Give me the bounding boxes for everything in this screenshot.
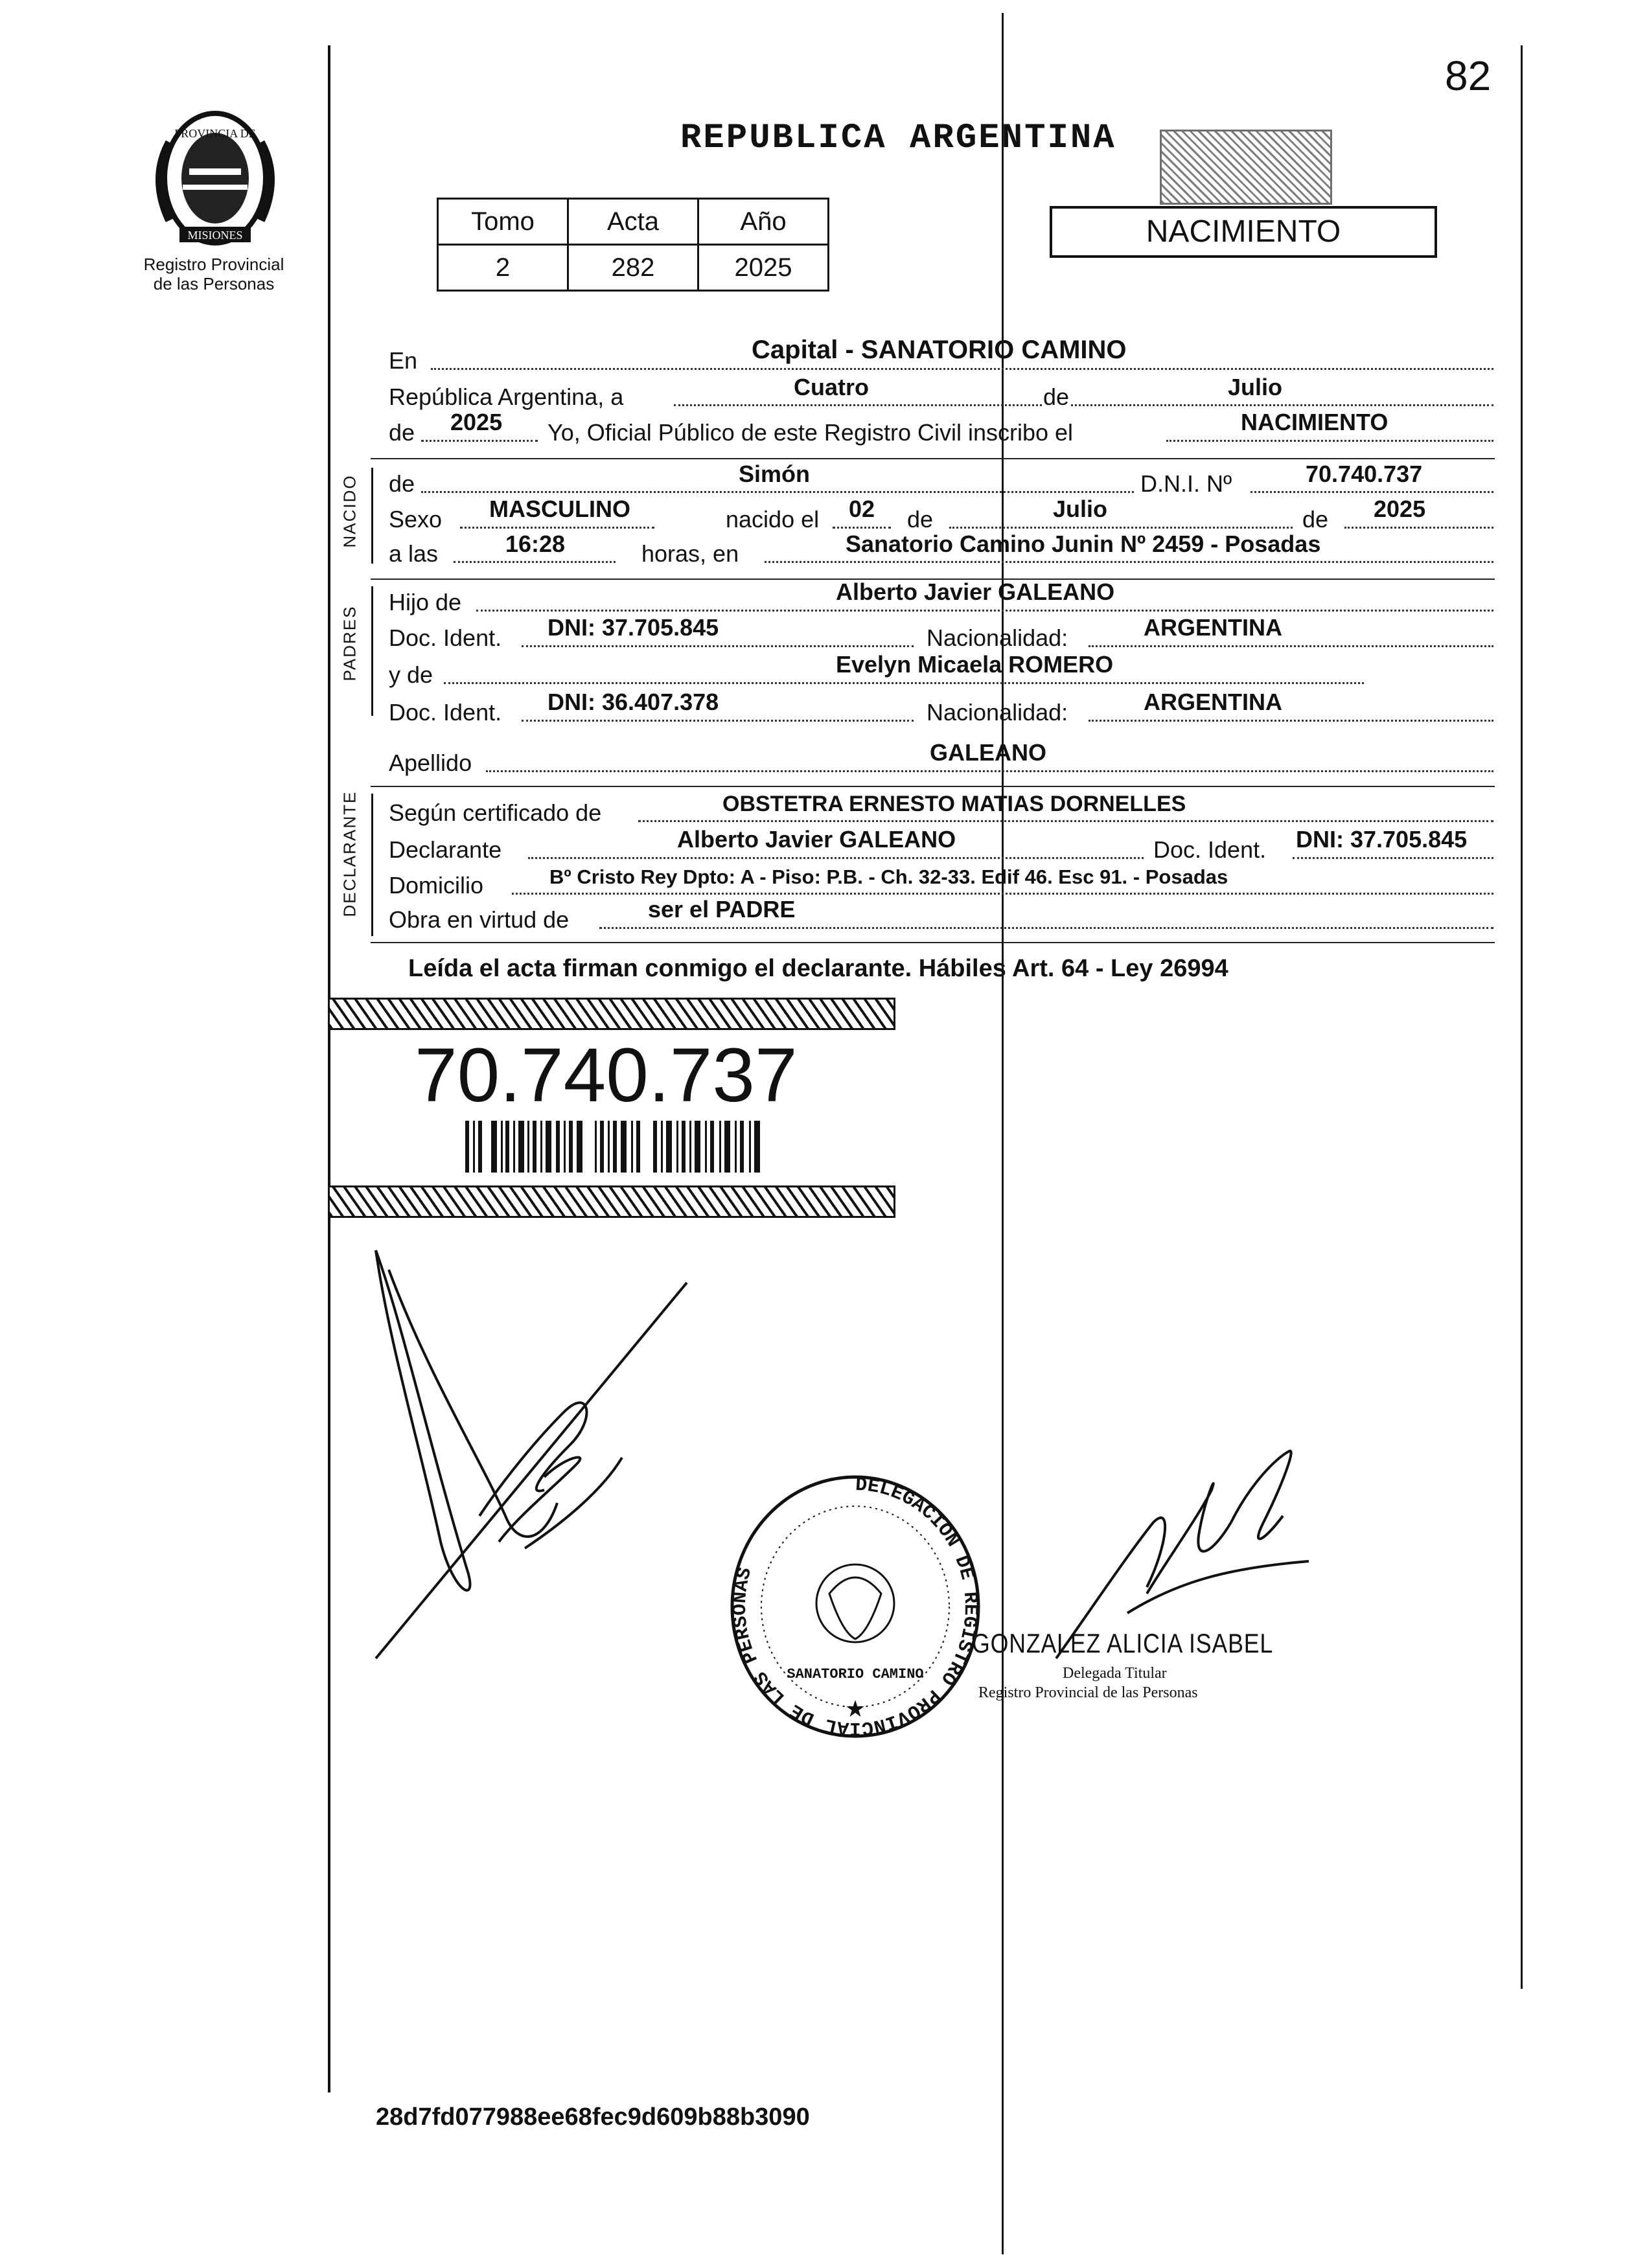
table-value-acta: 282 (568, 245, 698, 291)
nacionalidad-label: Nacionalidad: (927, 624, 1068, 651)
yde-label: y de (389, 661, 433, 688)
seal-text-top: PROVINCIA DE (174, 127, 256, 140)
dots (1089, 645, 1493, 647)
mother-nationality-value: ARGENTINA (1144, 689, 1282, 715)
de-label-2: de (389, 419, 415, 446)
sexo-label: Sexo (389, 506, 443, 533)
hijo-label: Hijo de (389, 589, 462, 615)
dots (476, 610, 1493, 612)
section-bar (371, 586, 373, 716)
province-seal-logo (144, 104, 286, 253)
decl-doc-label: Doc. Ident. (1153, 836, 1267, 863)
horas-label: horas, en (641, 540, 739, 567)
dots (765, 561, 1493, 563)
dots (599, 927, 1493, 929)
dots (421, 440, 538, 442)
table-header-tomo: Tomo (438, 199, 568, 245)
officer-name: GONZALEZ ALICIA ISABEL (972, 1628, 1274, 1658)
time-value: 16:28 (505, 531, 566, 557)
section-label-padres: PADRES (340, 605, 360, 682)
section-label-nacido: NACIDO (340, 474, 360, 548)
doc-label-2: Doc. Ident. (389, 699, 502, 726)
officer-title: Delegada Titular (1063, 1665, 1167, 1682)
sexo-value: MASCULINO (489, 496, 630, 522)
declarante-label: Declarante (389, 836, 502, 863)
dots (444, 682, 1364, 684)
de-label-4: de (1302, 506, 1329, 533)
barcode (465, 1121, 763, 1173)
dots (522, 645, 914, 647)
en-label: En (389, 347, 418, 374)
closing-statement: Leída el acta firman conmigo el declarante. Hábiles Art. 64 - Ley 26994 (408, 955, 1228, 982)
dots (638, 820, 1493, 822)
dots (1250, 491, 1493, 493)
divider (371, 942, 1495, 943)
dots (460, 527, 654, 529)
nacionalidad-label-2: Nacionalidad: (927, 699, 1068, 726)
doc-label: Doc. Ident. (389, 624, 502, 651)
dots (528, 857, 1144, 859)
dots (949, 527, 1293, 529)
right-margin-line (1521, 45, 1523, 1989)
security-band-bottom (328, 1186, 895, 1218)
domicilio-label: Domicilio (389, 872, 484, 899)
father-name-value: Alberto Javier GALEANO (836, 578, 1115, 605)
child-name-value: Simón (739, 461, 811, 487)
birth-location-value: Sanatorio Camino Junin Nº 2459 - Posadas (846, 531, 1321, 557)
declarante-doc-value: DNI: 37.705.845 (1296, 826, 1468, 853)
svg-text:★: ★ (844, 1695, 866, 1722)
dots (1089, 720, 1493, 722)
father-nationality-value: ARGENTINA (1144, 614, 1282, 641)
year-value: 2025 (450, 409, 503, 435)
dots (454, 561, 616, 563)
father-doc-value: DNI: 37.705.845 (547, 614, 719, 641)
birth-month-value: Julio (1053, 496, 1108, 522)
republica-label: República Argentina, a (389, 384, 624, 410)
cert-label: Según certificado de (389, 799, 602, 826)
act-value: NACIMIENTO (1241, 409, 1389, 435)
dots (522, 720, 914, 722)
domicilio-value: Bº Cristo Rey Dpto: A - Piso: P.B. - Ch. 32-33. Edif 46. Esc 91. - Posadas (549, 865, 1228, 888)
section-label-declarante: DECLARANTE (340, 790, 360, 917)
de-label: de (1043, 384, 1070, 410)
obra-label: Obra en virtud de (389, 906, 570, 933)
mother-name-value: Evelyn Micaela ROMERO (836, 651, 1114, 678)
apellido-label: Apellido (389, 750, 472, 776)
cert-value: OBSTETRA ERNESTO MATIAS DORNELLES (722, 792, 1186, 816)
dots (1293, 857, 1493, 859)
de-label-3: de (907, 506, 934, 533)
table-value-ano: 2025 (698, 245, 829, 291)
place-value: Capital - SANATORIO CAMINO (752, 336, 1127, 364)
time-label: a las (389, 540, 439, 567)
day-value: Cuatro (794, 374, 869, 400)
officer-org: Registro Provincial de las Personas (978, 1684, 1198, 1701)
divider (371, 786, 1495, 787)
section-bar (371, 468, 373, 564)
obra-value: ser el PADRE (648, 896, 796, 922)
birth-day-value: 02 (849, 496, 875, 522)
dots (486, 770, 1493, 772)
document-hash: 28d7fd077988ee68fec9d609b88b3090 (376, 2103, 810, 2131)
seal-text-bottom: MISIONES (187, 229, 243, 242)
left-margin-line (328, 45, 330, 2092)
child-dni-value: 70.740.737 (1306, 461, 1423, 487)
logo-caption (117, 255, 311, 293)
doc-type-box: NACIMIENTO (1050, 206, 1437, 258)
country-title: REPUBLICA ARGENTINA (680, 119, 1116, 158)
declarant-signature (350, 1244, 739, 1671)
dots (674, 404, 1493, 406)
id-number: 70.740.737 (415, 1033, 798, 1118)
page-number: 82 (1445, 52, 1492, 99)
dots (1166, 440, 1493, 442)
security-pattern (1160, 130, 1332, 205)
month-value: Julio (1228, 374, 1283, 400)
stamp-ring-text: DELEGACION DE REGISTRO PROVINCIAL DE LAS PERSONAS (729, 1474, 982, 1739)
divider (371, 458, 1495, 459)
declarante-value: Alberto Javier GALEANO (677, 826, 956, 853)
apellido-value: GALEANO (930, 739, 1046, 766)
birth-year-value: 2025 (1374, 496, 1426, 522)
registry-table (437, 198, 829, 292)
official-stamp (719, 1464, 991, 1749)
dots (833, 527, 891, 529)
table-header-ano: Año (698, 199, 829, 245)
dots (421, 491, 1134, 493)
nacido-label: nacido el (726, 506, 820, 533)
section-bar (371, 794, 373, 936)
dots (431, 368, 1493, 370)
dots (1344, 527, 1493, 529)
table-header-acta: Acta (568, 199, 698, 245)
mother-doc-value: DNI: 36.407.378 (547, 689, 719, 715)
logo-caption-line1: Registro Provincial (143, 255, 284, 274)
name-label: de (389, 470, 415, 497)
security-band-top (328, 998, 895, 1030)
dots (512, 893, 1493, 895)
table-value-tomo: 2 (438, 245, 568, 291)
stamp-inner-text: SANATORIO CAMINO (787, 1666, 924, 1682)
intro-text: Yo, Oficial Público de este Registro Civil inscribo el (547, 419, 1074, 446)
logo-caption-line2: de las Personas (153, 274, 275, 293)
dni-label: D.N.I. Nº (1140, 470, 1232, 497)
